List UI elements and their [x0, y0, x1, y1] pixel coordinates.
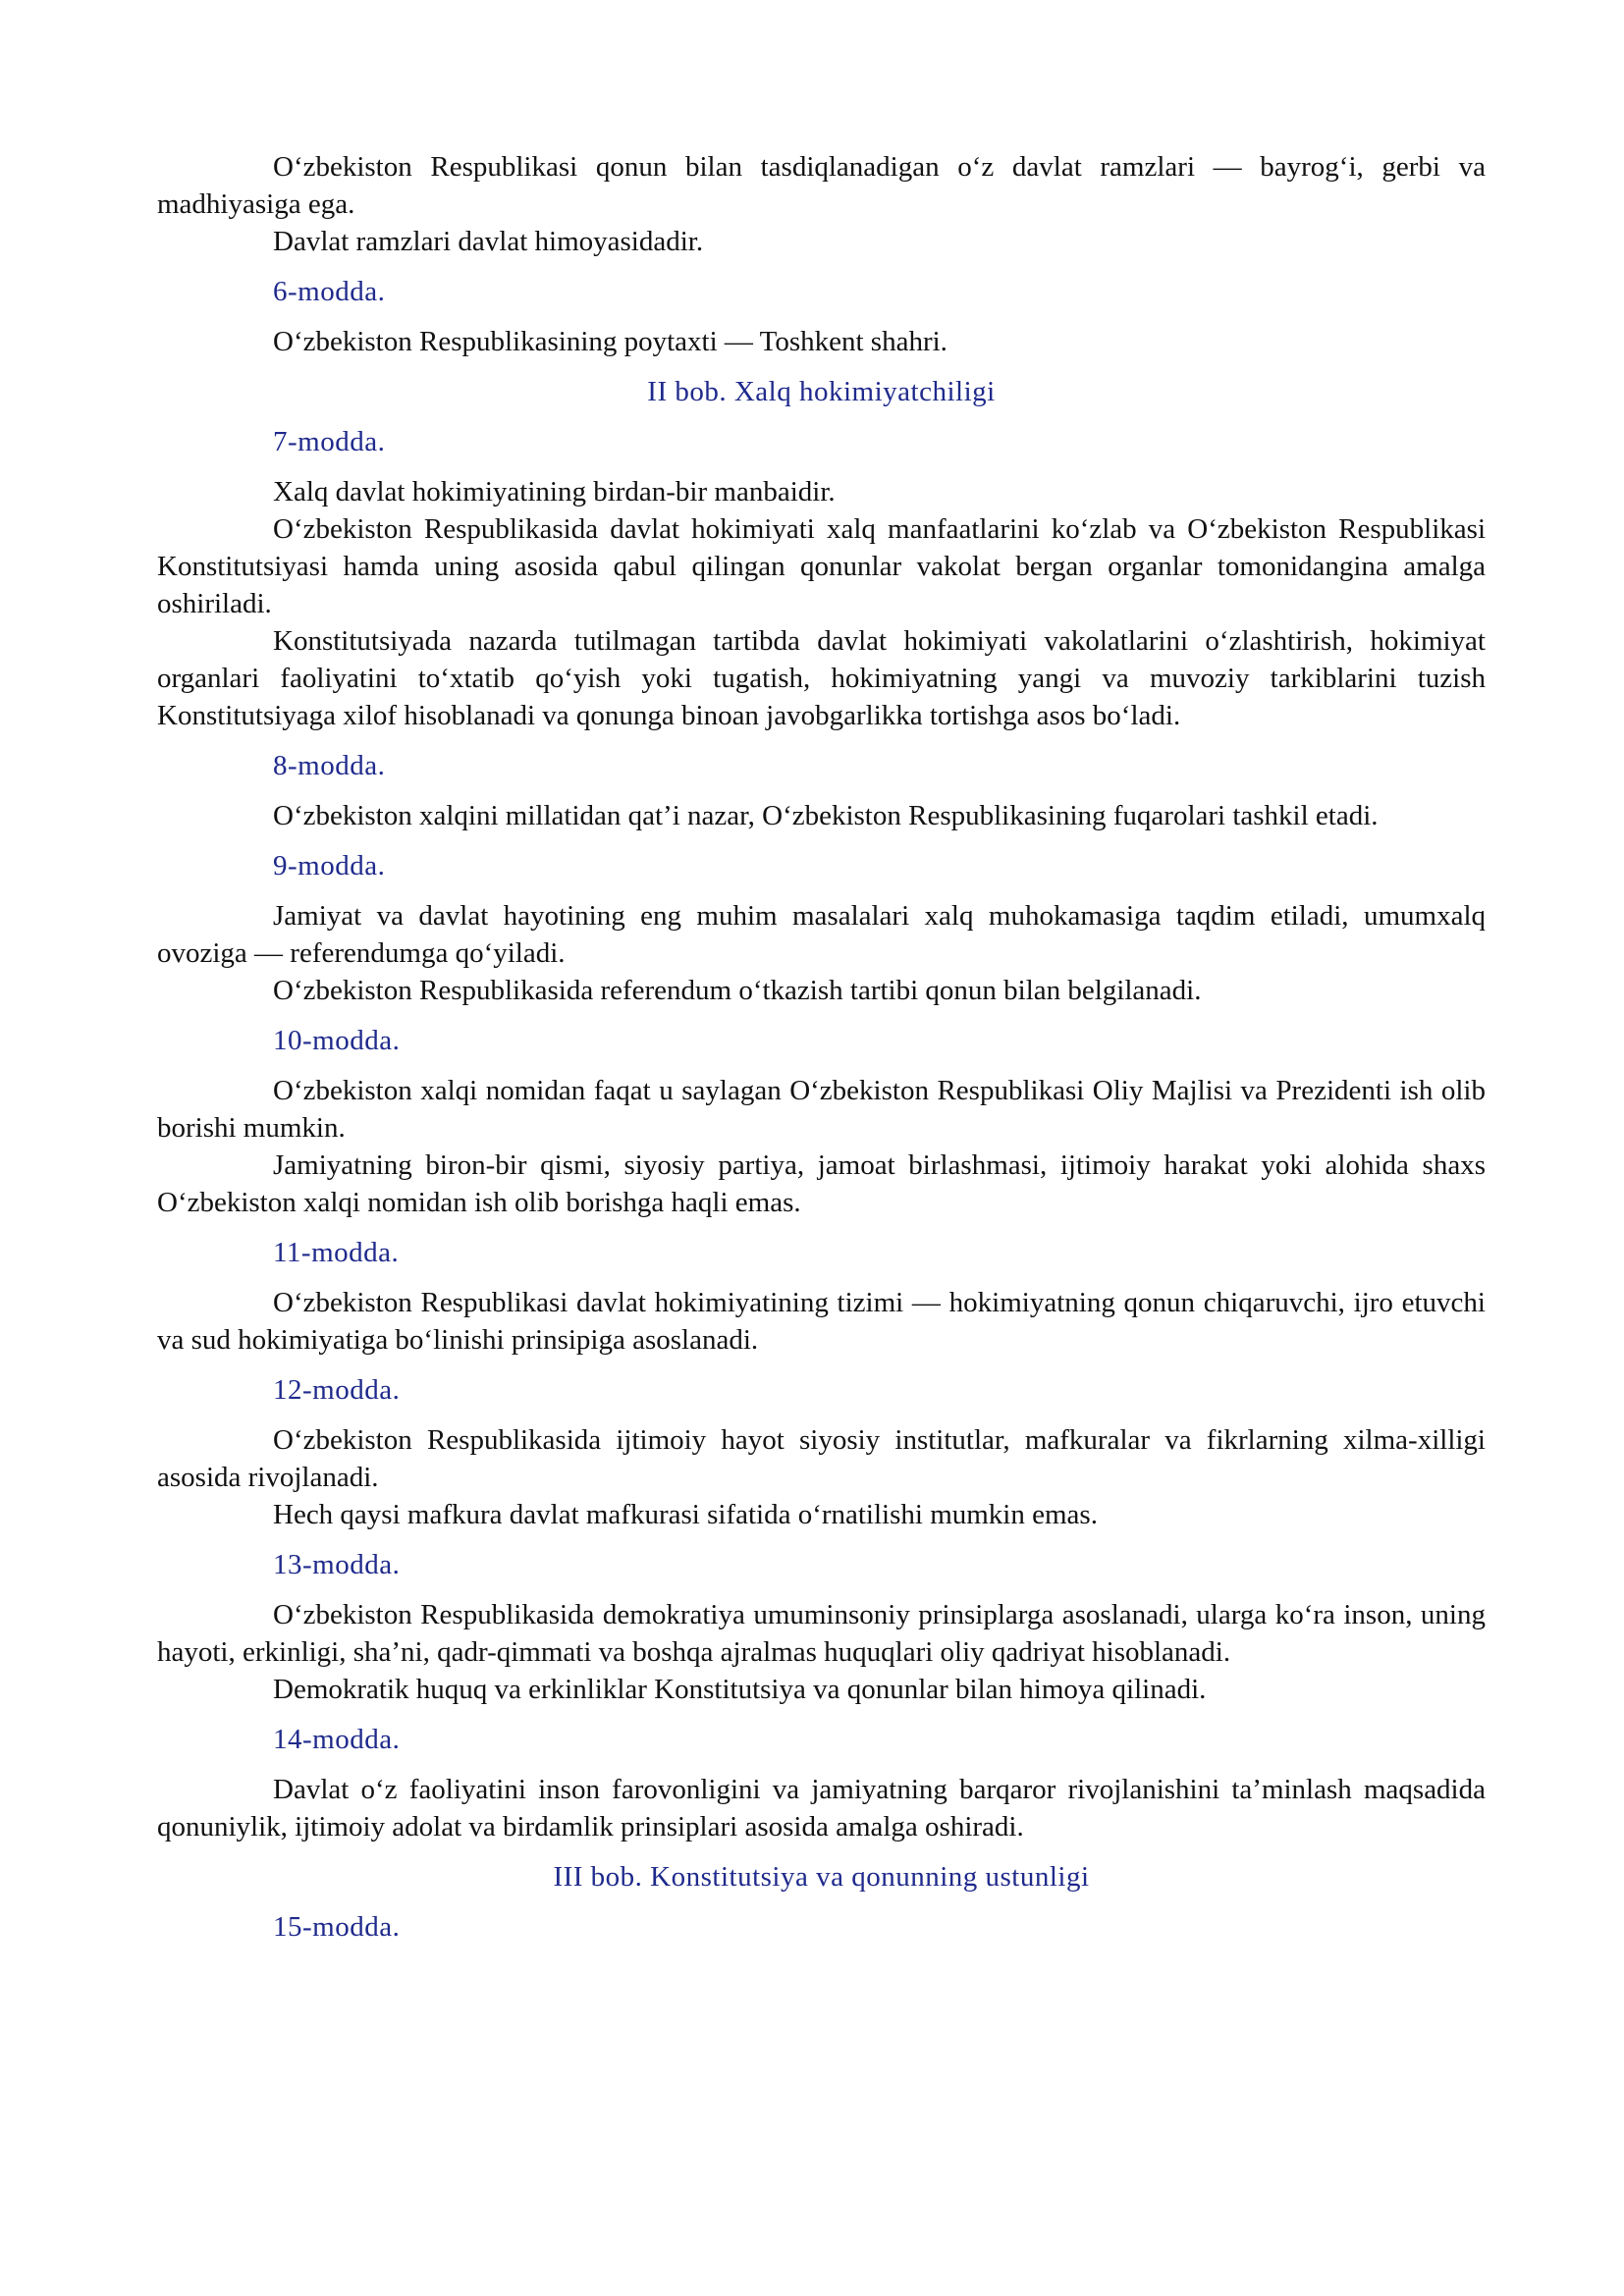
paragraph-people-definition: O‘zbekiston xalqini millatidan qat’i nazar, O‘zbekiston Respublikasining fuqarolari tashkil etadi.	[273, 800, 1379, 831]
article-heading-12: 12-modda.	[273, 1374, 401, 1406]
article-heading-10: 10-modda.	[273, 1025, 401, 1056]
paragraph-representation: O‘zbekiston xalqi nomidan faqat u saylagan O‘zbekiston Respublikasi Oliy Majlisi va Prezidenti ish olib borishi mumkin.	[157, 1075, 1486, 1144]
paragraph-no-usurp-name: Jamiyatning biron-bir qismi, siyosiy partiya, jamoat birlashmasi, ijtimoiy harakat yoki alohida shaxs O‘zbekiston xalqi nomidan ish olib borishga haqli emas.	[157, 1149, 1486, 1218]
paragraph-pluralism: O‘zbekiston Respublikasida ijtimoiy hayot siyosiy institutlar, mafkuralar va fikrlarning xilma-xilligi asosida rivojlanadi.	[157, 1424, 1486, 1493]
paragraph-separation-powers: O‘zbekiston Respublikasi davlat hokimiyatining tizimi — hokimiyatning qonun chiqaruvchi, ijro etuvchi va sud hokimiyatiga bo‘linishi prinsipiga asoslanadi.	[157, 1287, 1486, 1356]
chapter-heading-3: III bob. Konstitutsiya va qonunning ustunligi	[553, 1861, 1090, 1893]
paragraph-symbols-protection: Davlat ramzlari davlat himoyasidadir.	[273, 226, 704, 257]
article-heading-8: 8-modda.	[273, 750, 386, 781]
paragraph-usurpation: Konstitutsiyada nazarda tutilmagan tartibda davlat hokimiyati vakolatlarini o‘zlashtirish, hokimiyat organlari faoliyatini to‘xtatib qo‘yish yoki tugatish, hokimiyatning yangi va muvoziy tarkiblarini tuzish Konstitutsiyaga xilof hisoblanadi va qonunga binoan javobgarlikka tortishga asos bo‘ladi.	[157, 625, 1486, 731]
article-heading-14: 14-modda.	[273, 1724, 401, 1755]
paragraph-people-source: Xalq davlat hokimiyatining birdan-bir manbaidir.	[273, 476, 836, 507]
document-page	[157, 148, 1486, 1958]
paragraph-no-state-ideology: Hech qaysi mafkura davlat mafkurasi sifatida o‘rnatilishi mumkin emas.	[273, 1499, 1098, 1530]
paragraph-capital: O‘zbekiston Respublikasining poytaxti — Toshkent shahri.	[273, 326, 947, 357]
article-heading-11: 11-modda.	[273, 1237, 400, 1268]
article-heading-13: 13-modda.	[273, 1549, 401, 1580]
paragraph-rights-protection: Demokratik huquq va erkinliklar Konstitutsiya va qonunlar bilan himoya qilinadi.	[273, 1674, 1207, 1705]
paragraph-state-power: O‘zbekiston Respublikasida davlat hokimiyati xalq manfaatlarini ko‘zlab va O‘zbekiston Respublikasi Konstitutsiyasi hamda uning asosida qabul qilingan qonunlar vakolat bergan organlar tomonidangina amalga oshiriladi.	[157, 513, 1486, 619]
paragraph-referendum-procedure: O‘zbekiston Respublikasida referendum o‘tkazish tartibi qonun bilan belgilanadi.	[273, 975, 1202, 1006]
paragraph-referendum-issues: Jamiyat va davlat hayotining eng muhim masalalari xalq muhokamasiga taqdim etiladi, umumxalq ovoziga — referendumga qo‘yiladi.	[157, 900, 1486, 969]
article-heading-6: 6-modda.	[273, 276, 386, 307]
article-heading-15: 15-modda.	[273, 1911, 401, 1943]
article-heading-9: 9-modda.	[273, 850, 386, 881]
article-heading-7: 7-modda.	[273, 426, 386, 457]
chapter-heading-2: II bob. Xalq hokimiyatchiligi	[647, 376, 996, 407]
paragraph-democracy: O‘zbekiston Respublikasida demokratiya umuminsoniy prinsiplarga asoslanadi, ularga ko‘ra inson, uning hayoti, erkinligi, sha’ni, qadr-qimmati va boshqa ajralmas huquqlari oliy qadriyat hisoblanadi.	[157, 1599, 1486, 1668]
paragraph-state-activity: Davlat o‘z faoliyatini inson farovonligini va jamiyatning barqaror rivojlanishini ta’minlash maqsadida qonuniylik, ijtimoiy adolat va birdamlik prinsiplari asosida amalga oshiradi.	[157, 1774, 1486, 1842]
paragraph-state-symbols: O‘zbekiston Respublikasi qonun bilan tasdiqlanadigan o‘z davlat ramzlari — bayrog‘i, gerbi va madhiyasiga ega.	[157, 151, 1486, 220]
